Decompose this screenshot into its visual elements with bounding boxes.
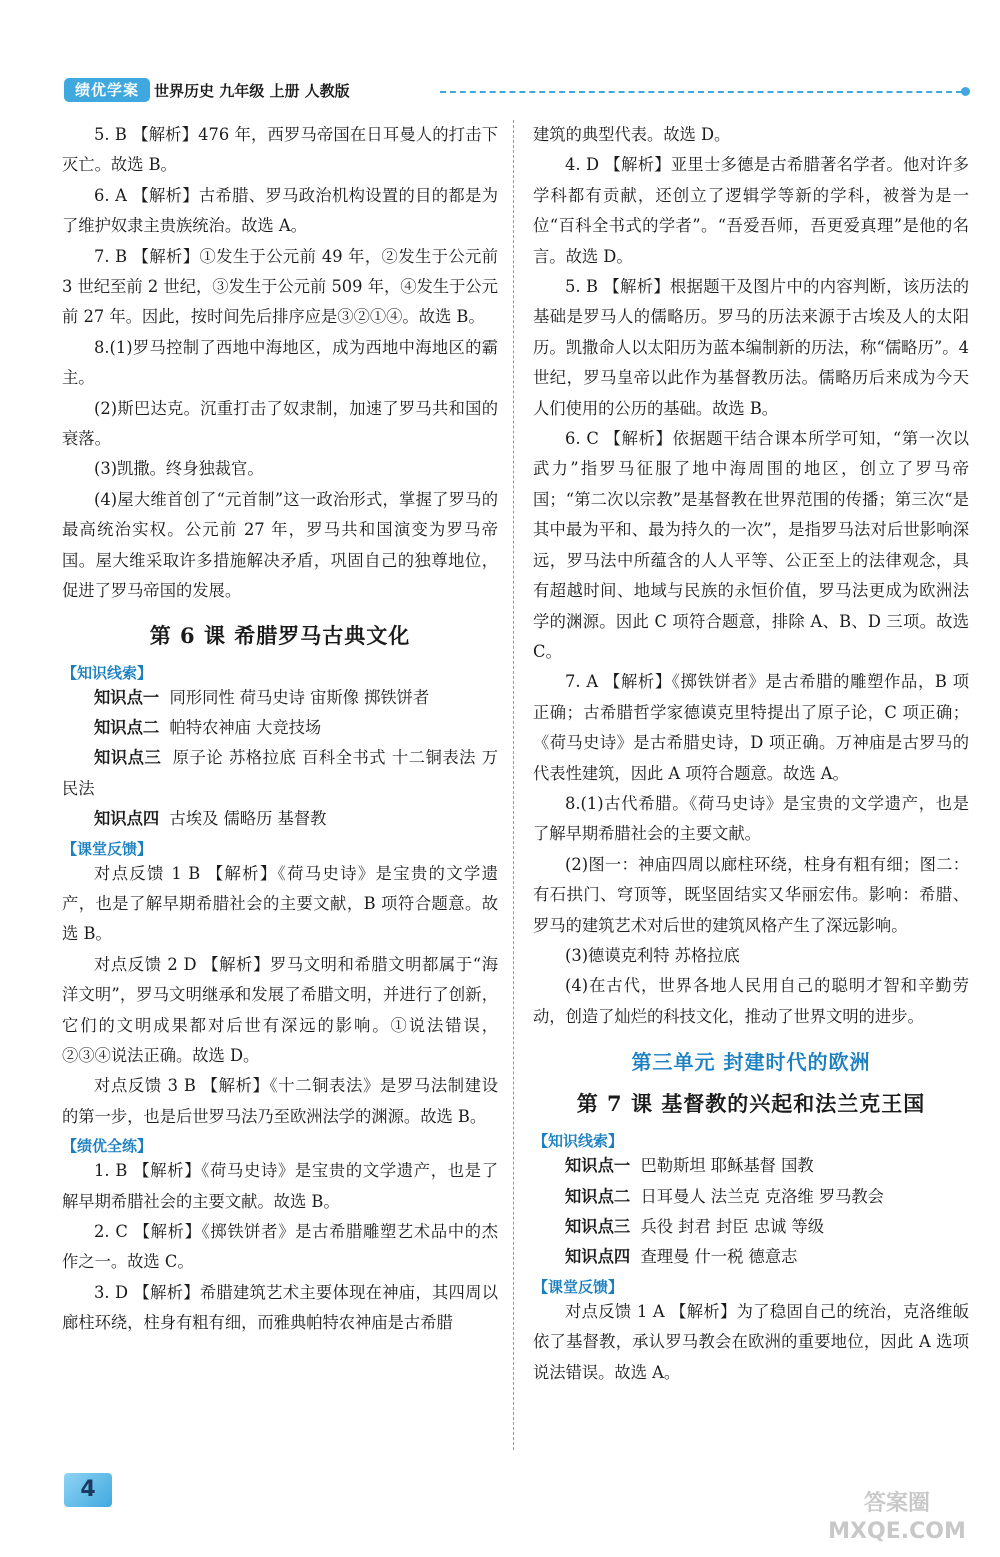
answer-paragraph: (2)斯巴达克。沉重打击了奴隶制，加速了罗马共和国的衰落。 <box>62 398 498 449</box>
answer-paragraph: 1. B 【解析】《荷马史诗》是宝贵的文学遗产，也是了解早期希腊社会的主要文献。故选 B。 <box>62 1161 498 1211</box>
brand-badge: 绩优学案 <box>64 78 150 102</box>
answer-paragraph: 8.(1)罗马控制了西地中海地区，成为西地中海地区的霸主。 <box>62 337 498 388</box>
knowledge-point <box>533 1151 969 1181</box>
answer-paragraph: 7. A 【解析】《掷铁饼者》是古希腊的雕塑作品，B 项正确；古希腊哲学家德谟克里特提出了原子论，C 项正确；《荷马史诗》是古希腊史诗，D 项正确。万神庙是古罗马的代表性建筑，因此 A 项符合题意。故选 A。 <box>533 672 969 783</box>
section-tag: 【知识线索】 <box>62 663 153 682</box>
kp-text: 古埃及 儒略历 基督教 <box>169 809 327 829</box>
kp-label: 知识点一 <box>94 687 160 707</box>
kp-text: 巴勒斯坦 耶稣基督 国教 <box>640 1156 814 1176</box>
answer-paragraph: (3)德谟克利特 苏格拉底 <box>565 945 740 965</box>
knowledge-point <box>62 713 498 743</box>
answer-paragraph: 4. D 【解析】亚里士多德是古希腊著名学者。他对许多学科都有贡献，还创立了逻辑学等新的学科，被誉为是一位“百科全书式的学者”。“吾爱吾师，吾更爱真理”是他的名言。故选 D。 <box>533 155 969 266</box>
watermark <box>812 1490 982 1550</box>
lesson-heading: 第 7 课 基督教的兴起和法兰克王国 <box>576 1091 926 1117</box>
answer-paragraph: 6. A 【解析】古希腊、罗马政治机构设置的目的都是为了维护奴隶主贵族统治。故选 A。 <box>62 185 498 236</box>
section-tag: 【课堂反馈】 <box>62 839 153 858</box>
kp-label: 知识点一 <box>565 1156 631 1176</box>
header-dashed-line <box>440 91 962 93</box>
answer-paragraph: (3)凯撒。终身独裁官。 <box>94 459 264 479</box>
knowledge-point <box>533 1212 969 1242</box>
answer-paragraph: (4)在古代，世界各地人民用自己的聪明才智和辛勤劳动，创造了灿烂的科技文化，推动了世界文明的进步。 <box>533 976 969 1026</box>
answer-paragraph: 6. C 【解析】依据题干结合课本所学可知，“第一次以武力”指罗马征服了地中海周围的地区，创立了罗马帝国；“第二次以宗教”是基督教在世界范围的传播；第三次“是其中最为平和、最为持久的一次”，是指罗马法对后世影响深远，罗马法中所蕴含的人人平等、公正至上的法律观念，具有超越时间、地域与民族的永恒价值，罗马法更成为欧洲法学的渊源。因此 C 项符合题意，排除 A、B、D 三项。故选 C。 <box>533 429 969 661</box>
section-tag: 【绩优全练】 <box>62 1137 153 1156</box>
section-tag: 【课堂反馈】 <box>533 1277 624 1296</box>
feedback-paragraph: 对点反馈 1 B 【解析】《荷马史诗》是宝贵的文学遗产，也是了解早期希腊社会的主要文献，B 项符合题意。故选 B。 <box>62 863 498 944</box>
knowledge-point <box>533 1182 969 1212</box>
feedback-paragraph: 对点反馈 1 A 【解析】为了稳固自己的统治，克洛维皈依了基督教，承认罗马教会在欧洲的重要地位，因此 A 选项说法错误。故选 A。 <box>533 1301 969 1382</box>
kp-label: 知识点二 <box>565 1186 631 1206</box>
knowledge-point <box>533 1242 969 1272</box>
section-tag: 【知识线索】 <box>533 1132 624 1151</box>
answer-paragraph: 3. D 【解析】希腊建筑艺术主要体现在神庙，其四周以廊柱环绕，柱身有粗有细，而雅典帕特农神庙是古希腊 <box>62 1282 498 1333</box>
answer-paragraph: 建筑的典型代表。故选 D。 <box>533 125 731 144</box>
knowledge-point <box>62 683 498 713</box>
feedback-paragraph: 对点反馈 3 B 【解析】《十二铜表法》是罗马法制建设的第一步，也是后世罗马法乃至欧洲法学的渊源。故选 B。 <box>62 1076 498 1126</box>
kp-label: 知识点二 <box>94 717 160 737</box>
kp-label: 知识点四 <box>565 1247 631 1267</box>
answer-paragraph: 8.(1)古代希腊。《荷马史诗》是宝贵的文学遗产，也是了解早期希腊社会的主要文献。 <box>533 793 969 844</box>
page-header <box>64 78 970 104</box>
lesson-heading: 第 6 课 希腊罗马古典文化 <box>149 622 411 648</box>
answer-paragraph: 7. B 【解析】①发生于公元前 49 年，②发生于公元前 3 世纪至前 2 世纪，③发生于公元前 509 年，④发生于公元前 27 年。因此，按时间先后排序应是③②①④。故选 B。 <box>62 246 498 327</box>
answer-paragraph: 2. C 【解析】《掷铁饼者》是古希腊雕塑艺术品中的杰作之一。故选 C。 <box>62 1222 498 1272</box>
kp-label: 知识点四 <box>94 809 160 829</box>
answer-paragraph: 5. B 【解析】476 年，西罗马帝国在日耳曼人的打击下灭亡。故选 B。 <box>62 125 498 175</box>
answer-paragraph: 5. B 【解析】根据题干及图片中的内容判断，该历法的基础是罗马人的儒略历。罗马的历法来源于古埃及人的太阳历。凯撒命人以太阳历为蓝本编制新的历法，称“儒略历”。4 世纪，罗马皇帝以此作为基督教历法。儒略历后来成为今天人们使用的公历的基础。故选 B。 <box>533 277 969 418</box>
kp-label: 知识点三 <box>94 748 162 768</box>
left-column <box>62 120 498 1339</box>
watermark-url: MXQE.COM <box>828 1519 966 1544</box>
knowledge-point <box>62 804 498 834</box>
header-dot-icon <box>961 87 970 96</box>
right-column <box>533 120 969 1388</box>
kp-text: 原子论 苏格拉底 百科全书式 十二铜表法 万民法 <box>62 748 498 798</box>
knowledge-point <box>62 743 498 804</box>
unit-heading: 第三单元 封建时代的欧洲 <box>631 1050 871 1075</box>
kp-label: 知识点三 <box>565 1217 631 1236</box>
kp-text: 兵役 封君 封臣 忠诚 等级 <box>640 1217 825 1236</box>
kp-text: 日耳曼人 法兰克 克洛维 罗马教会 <box>640 1186 884 1206</box>
book-title: 世界历史 九年级 上册 人教版 <box>154 82 350 100</box>
watermark-logo-text: 答案圈 <box>863 1491 930 1516</box>
column-divider <box>513 120 514 1450</box>
kp-text: 帕特农神庙 大竞技场 <box>169 717 322 737</box>
kp-text: 同形同性 荷马史诗 宙斯像 掷铁饼者 <box>169 687 430 707</box>
feedback-paragraph: 对点反馈 2 D 【解析】罗马文明和希腊文明都属于“海洋文明”，罗马文明继承和发展了希腊文明，并进行了创新，它们的文明成果都对后世有深远的影响。①说法错误，②③④说法正确。故选 D。 <box>62 954 498 1065</box>
answer-paragraph: (4)屋大维首创了“元首制”这一政治形式，掌握了罗马的最高统治实权。公元前 27 年，罗马共和国演变为罗马帝国。屋大维采取许多措施解决矛盾，巩固自己的独尊地位，促进了罗马帝国的发展。 <box>62 489 498 601</box>
answer-paragraph: (2)图一：神庙四周以廊柱环绕，柱身有粗有细；图二：有石拱门、穹顶等，既坚固结实又华丽宏伟。影响：希腊、罗马的建筑艺术对后世的建筑风格产生了深远影响。 <box>533 854 969 935</box>
kp-text: 查理曼 什一税 德意志 <box>640 1247 798 1267</box>
page-number: 4 <box>64 1473 112 1507</box>
